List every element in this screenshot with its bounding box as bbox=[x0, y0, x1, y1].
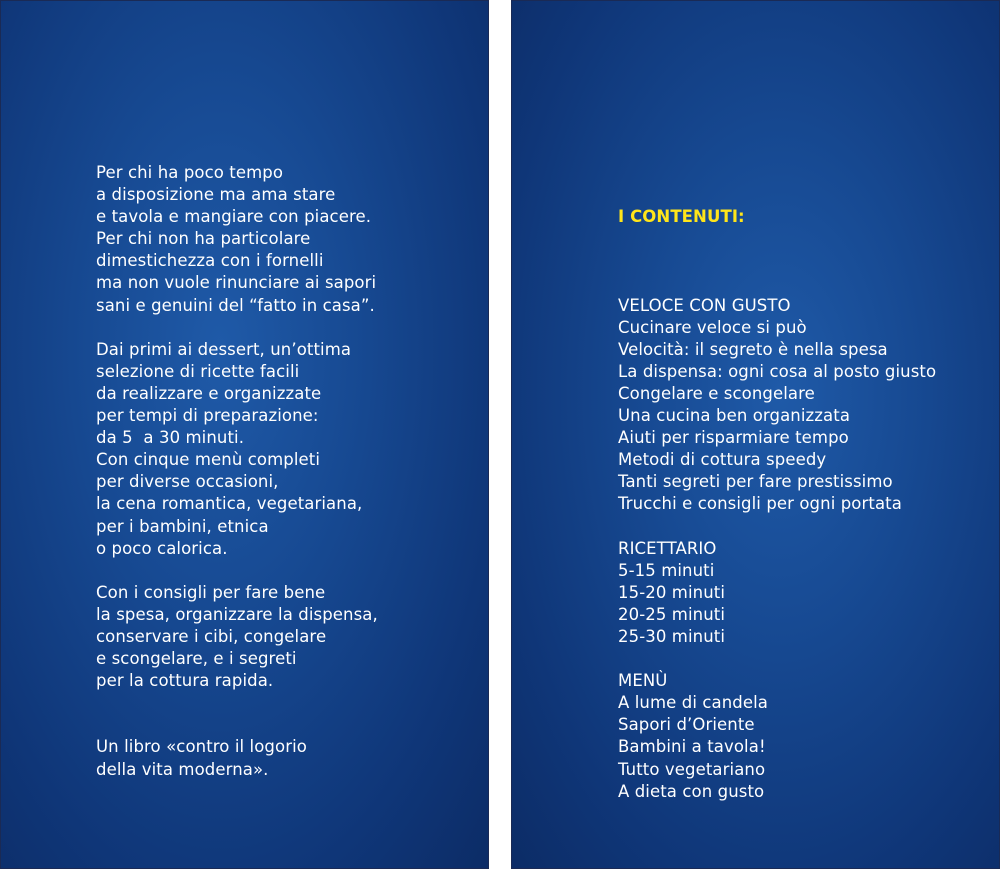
paragraph-line: dimestichezza con i fornelli bbox=[96, 251, 324, 271]
contents-list bbox=[618, 162, 936, 803]
paragraph-line: Dai primi ai dessert, un’ottima bbox=[96, 339, 352, 359]
paragraph-line: e scongelare, e i segreti bbox=[96, 649, 297, 669]
contents-item: Congelare e scongelare bbox=[618, 383, 815, 403]
spacer bbox=[96, 692, 378, 714]
contents-item: Tutto vegetariano bbox=[618, 759, 766, 779]
contents-item: Bambini a tavola! bbox=[618, 737, 766, 757]
spacer bbox=[96, 714, 378, 736]
spacer bbox=[618, 272, 936, 294]
paragraph-line: Con i consigli per fare bene bbox=[96, 582, 326, 602]
spacer bbox=[96, 317, 378, 339]
description-text bbox=[96, 162, 378, 781]
paragraph-line: della vita moderna». bbox=[96, 759, 269, 779]
section-title: VELOCE CON GUSTO bbox=[618, 295, 791, 315]
spacer bbox=[618, 516, 936, 538]
contents-item: Metodi di cottura speedy bbox=[618, 450, 827, 470]
paragraph-line: per i bambini, etnica bbox=[96, 516, 269, 536]
paragraph-line: Con cinque menù completi bbox=[96, 450, 321, 470]
paragraph-line: Per chi non ha particolare bbox=[96, 229, 311, 249]
contents-heading: I CONTENUTI: bbox=[618, 207, 745, 227]
contents-item: A lume di candela bbox=[618, 693, 769, 713]
paragraph-line: per diverse occasioni, bbox=[96, 472, 279, 492]
contents-item: Aiuti per risparmiare tempo bbox=[618, 428, 849, 448]
paragraph-line: o poco calorica. bbox=[96, 538, 228, 558]
contents-item: Trucchi e consigli per ogni portata bbox=[618, 494, 902, 514]
right-page bbox=[511, 0, 1000, 869]
contents-item: Sapori d’Oriente bbox=[618, 715, 755, 735]
paragraph-line: da realizzare e organizzate bbox=[96, 383, 322, 403]
left-page bbox=[0, 0, 489, 869]
paragraph-line: e tavola e mangiare con piacere. bbox=[96, 207, 372, 227]
contents-item: Cucinare veloce si può bbox=[618, 317, 807, 337]
spacer bbox=[96, 560, 378, 582]
paragraph-line: la spesa, organizzare la dispensa, bbox=[96, 604, 378, 624]
contents-item: 5-15 minuti bbox=[618, 560, 715, 580]
section-title: RICETTARIO bbox=[618, 538, 717, 558]
contents-item: Una cucina ben organizzata bbox=[618, 406, 851, 426]
contents-item: La dispensa: ogni cosa al posto giusto bbox=[618, 361, 937, 381]
contents-item: 20-25 minuti bbox=[618, 604, 726, 624]
contents-item: 25-30 minuti bbox=[618, 626, 726, 646]
paragraph-line: sani e genuini del “fatto in casa”. bbox=[96, 295, 375, 315]
paragraph-line: per la cottura rapida. bbox=[96, 671, 274, 691]
contents-item: A dieta con gusto bbox=[618, 781, 765, 801]
section-title: MENÙ bbox=[618, 671, 668, 691]
paragraph-line: Un libro «contro il logorio bbox=[96, 737, 307, 757]
paragraph-line: selezione di ricette facili bbox=[96, 361, 300, 381]
paragraph-line: la cena romantica, vegetariana, bbox=[96, 494, 363, 514]
paragraph-line: per tempi di preparazione: bbox=[96, 406, 319, 426]
contents-item: Velocità: il segreto è nella spesa bbox=[618, 339, 888, 359]
paragraph-line: conservare i cibi, congelare bbox=[96, 626, 327, 646]
paragraph-line: Per chi ha poco tempo bbox=[96, 163, 284, 182]
paragraph-line: da 5 a 30 minuti. bbox=[96, 428, 245, 448]
contents-item: 15-20 minuti bbox=[618, 582, 726, 602]
paragraph-line: a disposizione ma ama stare bbox=[96, 185, 336, 205]
spacer bbox=[618, 648, 936, 670]
contents-item: Tanti segreti per fare prestissimo bbox=[618, 472, 893, 492]
paragraph-line: ma non vuole rinunciare ai sapori bbox=[96, 273, 377, 293]
